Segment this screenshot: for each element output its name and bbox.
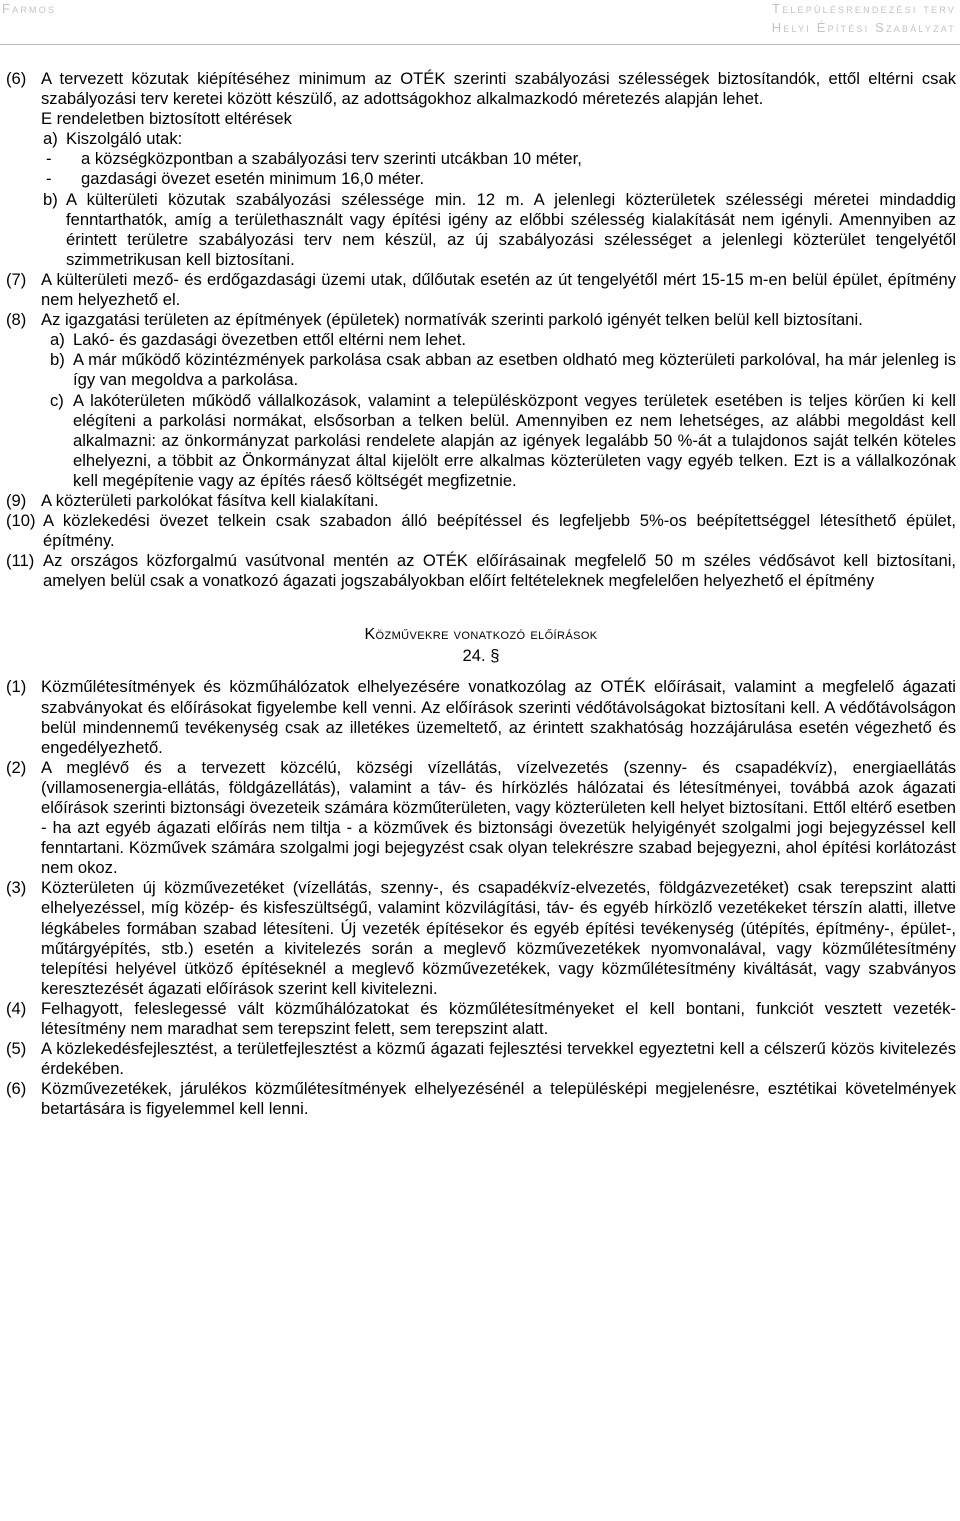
dash-marker: -: [46, 169, 52, 189]
paragraph-23-6: [6, 69, 956, 109]
paragraph-text: Közművezetékek, járulékos közműlétesítmények elhelyezésénél a településképi megjelenésre, esztétikai követelmények betartására is figyelemmel kell lenni.: [41, 1079, 956, 1119]
paragraph-text: A meglévő és a tervezett közcélú, községi vízellátás, vízelvezetés (szenny- és csapadékvíz), energiaellátás (villamosenergia-ellátás, földgázellátás), valamint a táv- és hírközlés hálózatai és létesítményei, továbbá azok ágazati előírások szerinti biztonsági övezeteik számára közműterületen, vagy közterületen kell helyet biztosítani. Ettől eltérő esetben - ha azt egyéb ágazati előírás nem tiltja - a közművek és biztonsági övezetük helyigényét szolgalmi jogi bejegyzéssel kell fenntartani. Közművek számára szolgalmi jogi bejegyzést csak olyan telekrészre szabad bejegyezni, ahol építési korlátozást nem okoz.: [41, 757, 956, 878]
paragraph-24-3: [6, 878, 956, 999]
header-right-subtitle: Helyi Építési Szabályzat: [771, 20, 956, 35]
paragraph-number: (6): [6, 1079, 27, 1099]
paragraph-24-4: [6, 999, 956, 1039]
dash-item: [6, 169, 956, 189]
dash-item: [6, 149, 956, 169]
header-right-title: Településrendezési terv: [771, 1, 956, 16]
paragraph-number: (1): [6, 677, 27, 697]
paragraph-number: (10): [6, 511, 36, 531]
subpoint-letter: a): [43, 129, 58, 149]
paragraph-number: (7): [6, 269, 27, 289]
header-left-title: Farmos: [2, 1, 57, 16]
subpoint-a: [6, 129, 956, 149]
exceptions-intro: E rendeletben biztosított eltérések: [41, 109, 292, 129]
subpoint-b: [6, 190, 956, 270]
paragraph-text: A közlekedési övezet telkein csak szabadon álló beépítéssel és legfeljebb 5%-os beépítettséggel létesíthető épület, építmény.: [43, 511, 956, 551]
dash-text: gazdasági övezet esetén minimum 16,0 méter.: [81, 169, 425, 189]
paragraph-text: A külterületi mező- és erdőgazdasági üzemi utak, dűlőutak esetén az út tengelyétől mért 15-15 m-en belül épület, építmény nem helyezhető el.: [41, 269, 956, 310]
paragraph-23-11: [6, 551, 956, 591]
subpoint-letter: b): [43, 189, 58, 209]
paragraph-number: (2): [6, 757, 27, 777]
subpoint-text: A külterületi közutak szabályozási szélessége min. 12 m. A jelenlegi közterületek szélességi méretei mindaddig fenntarthatók, amíg a területhasznált vagy építési igény az előbbi szélesség kialakítását nem igényli. Amennyiben az érintett területre szabályozási terv nem készül, az új szabályozási szélességet a jelenlegi közterület tengelyétől szimmetrikusan kell biztosítani.: [66, 189, 956, 269]
paragraph-number: (4): [6, 998, 27, 1018]
paragraph-number: (6): [6, 69, 27, 88]
paragraph-24-6: [6, 1079, 956, 1119]
paragraph-text: A tervezett közutak kiépítéséhez minimum az OTÉK szerinti szabályozási szélességek biztosítandók, ettől eltérni csak szabályozási terv keretei között készülő, az adottságokhoz alkalmazkodó méretezés alapján lehet.: [41, 69, 956, 109]
document-body: [6, 69, 956, 1120]
header-divider: [0, 44, 960, 45]
subpoint-letter: b): [50, 350, 65, 370]
paragraph-number: (3): [6, 878, 27, 898]
paragraph-text: Az igazgatási területen az építmények (épületek) normatívák szerinti parkoló igényét telken belül kell biztosítani.: [41, 310, 863, 330]
paragraph-text: A közlekedésfejlesztést, a területfejlesztést a közmű ágazati fejlesztési tervekkel egyeztetni kell a célszerű közös kivitelezés érdekében.: [41, 1039, 956, 1079]
subpoint-a: [6, 330, 956, 350]
subpoint-b: [6, 350, 956, 390]
paragraph-24-1: [6, 677, 956, 757]
section-heading: Közművekre vonatkozó előírások: [364, 626, 598, 644]
subpoint-text: Kiszolgáló utak:: [66, 129, 183, 149]
paragraph-23-10: [6, 511, 956, 551]
dash-text: a községközpontban a szabályozási terv szerinti utcákban 10 méter,: [81, 149, 582, 169]
paragraph-text: A közterületi parkolókat fásítva kell kialakítani.: [41, 490, 379, 510]
section-number: 24. §: [462, 646, 500, 666]
subpoint-text: Lakó- és gazdasági övezetben ettől eltérni nem lehet.: [73, 330, 466, 350]
subpoint-letter: c): [50, 390, 64, 410]
subpoint-text: A már működő közintézmények parkolása csak abban az esetben oldható meg közterületi parkolóval, ha már jelenleg is így van megoldva a parkolása.: [73, 350, 956, 390]
dash-marker: -: [46, 149, 52, 169]
paragraph-text: Közműlétesítmények és közműhálózatok elhelyezésére vonatkozólag az OTÉK előírásait, valamint a megfelelő ágazati szabványokat és előírásokat figyelembe kell venni. Az előírások szerinti védőtávolságokat biztosítani kell. A védőtávolságon belül mindennemű tevékenység csak az illetékes üzemeltető, az érintett szakhatóság hozzájárulása esetén végezhető és engedélyezhető.: [41, 677, 956, 757]
paragraph-23-8: [6, 310, 956, 330]
paragraph-number: (9): [6, 490, 27, 510]
paragraph-text: Az országos közforgalmú vasútvonal mentén az OTÉK előírásainak megfelelő 50 m széles védősávot kell biztosítani, amelyen belül csak a vonatkozó ágazati jogszabályokban előírt feltételeknek megfelelően helyezhető el építmény: [43, 551, 956, 591]
subpoint-c: [6, 391, 956, 491]
paragraph-23-9: [6, 491, 956, 511]
paragraph-text: Felhagyott, feleslegessé vált közműhálózatokat és közműlétesítményeket el kell bontani, funkciót vesztett vezeték-létesítmény nem maradhat sem terepszint felett, sem terepszint alatt.: [41, 998, 956, 1039]
subpoint-letter: a): [50, 330, 65, 350]
paragraph-text: Közterületen új közművezetéket (vízellátás, szenny-, és csapadékvíz-elvezetés, földgázvezetéket) csak terepszint alatti elhelyezéssel, míg közép- és kisfeszültségű, valamint közvilágítási, táv- és egyéb hírközlő vezetékeket térszín alatti, illetve légkábeles formában szabad létesíteni. Új vezeték építésekor és egyéb építési tevékenység (útépítés, építmény-, épület-, műtárgyépítés, stb.) esetén a kivitelezés során a meglevő közművezetékek nyomvonalával, vagy közműlétesítmény telepítési helyével ütköző építéseknél a meglevő közművezetékek, vagy közműlétesítmény kiváltását, vagy szabványos keresztezését ágazati előírások szerint kell kivitelezni.: [41, 878, 956, 998]
paragraph-number: (5): [6, 1039, 27, 1059]
paragraph-23-7: [6, 270, 956, 310]
paragraph-24-5: [6, 1039, 956, 1079]
page-header: [0, 0, 960, 40]
paragraph-number: (11): [6, 551, 35, 571]
paragraph-number: (8): [6, 310, 27, 330]
subpoint-text: A lakóterületen működő vállalkozások, valamint a településközpont vegyes területek esetében is teljes körűen ki kell elégíteni a parkolási normákat, elsősorban a telken belül. Amennyiben ez nem lehetséges, az alábbi megoldást kell alkalmazni: az önkormányzat parkolási rendelete alapján az igények legalább 50 %-át a tulajdonos saját telkén köteles elhelyezni, a többit az Önkormányzat által kijelölt erre alkalmas közterületen vagy egyéb telken. Ezt is a vállalkozónak kell megépítenie vagy az építés ráeső költségét megfizetnie.: [73, 390, 956, 490]
paragraph-24-2: [6, 758, 956, 879]
